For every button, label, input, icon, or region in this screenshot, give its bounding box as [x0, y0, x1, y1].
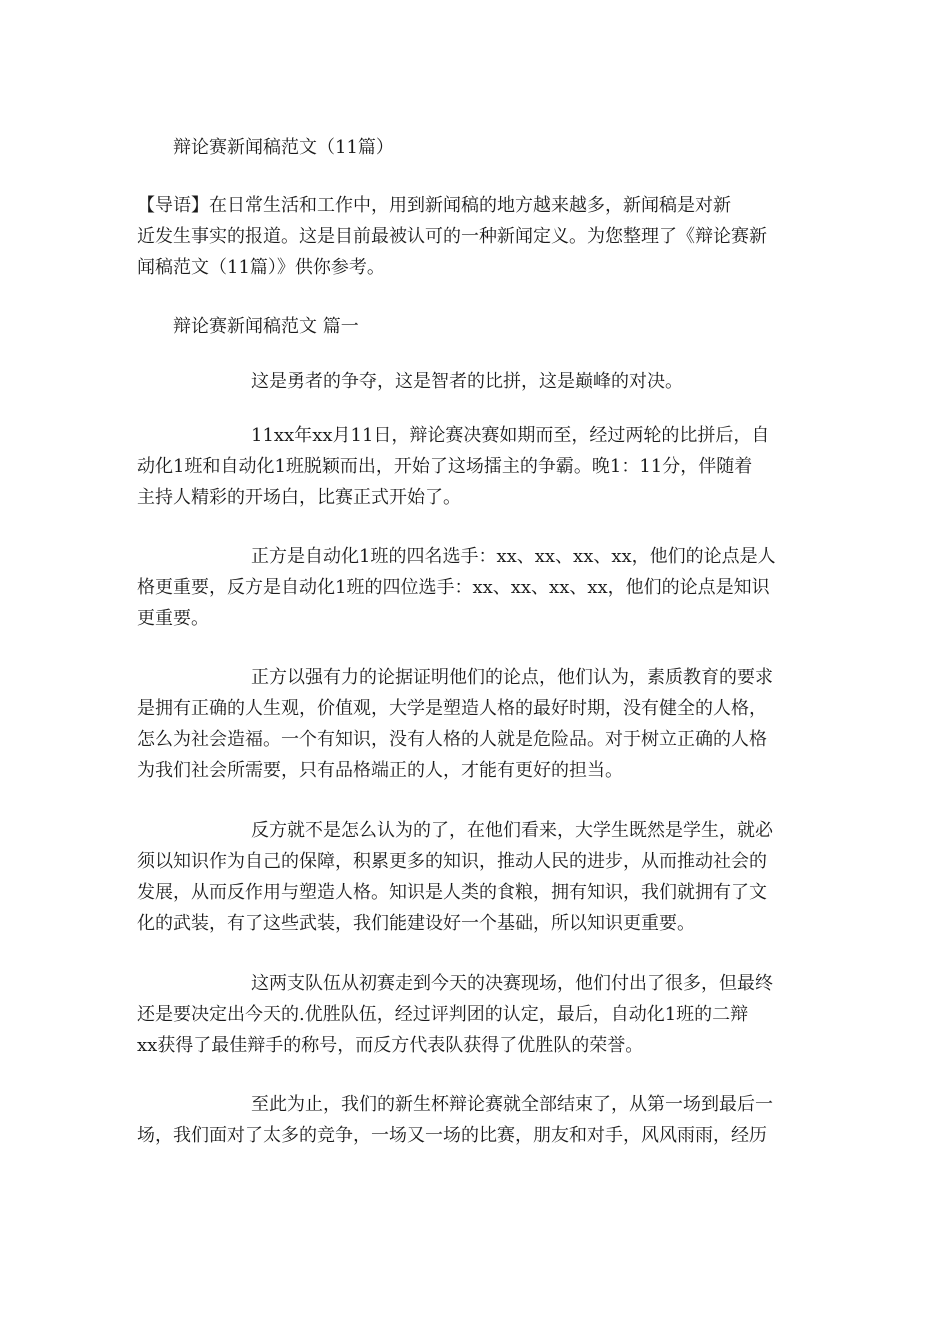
intro-paragraph: [137, 190, 817, 283]
paragraph-line: 这是勇者的争夺，这是智者的比拼，这是巅峰的对决。: [251, 371, 683, 392]
paragraph-line: 化的武装，有了这些武装，我们能建设好一个基础，所以知识更重要。: [137, 913, 695, 934]
paragraph-line: 反方就不是怎么认为的了，在他们看来，大学生既然是学生，就必: [251, 820, 773, 841]
paragraph-line: xx获得了最佳辩手的称号，而反方代表队获得了优胜队的荣誉。: [137, 1035, 644, 1056]
paragraph-line: 这两支队伍从初赛走到今天的决赛现场，他们付出了很多，但最终: [251, 973, 773, 994]
paragraph-line: 动化1班和自动化1班脱颖而出，开始了这场擂主的争霸。晚1：11分，伴随着: [137, 456, 753, 477]
paragraph-line: 11xx年xx月11日，辩论赛决赛如期而至，经过两轮的比拼后，自: [251, 425, 770, 446]
intro-line: 【导语】在日常生活和工作中，用到新闻稿的地方越来越多，新闻稿是对新: [137, 195, 731, 216]
intro-line: 闻稿范文（11篇）》供你参考。: [137, 257, 385, 278]
paragraph-line: 格更重要，反方是自动化1班的四位选手：xx、xx、xx、xx，他们的论点是知识: [137, 577, 770, 598]
intro-line: 近发生事实的报道。这是目前最被认可的一种新闻定义。为您整理了《辩论赛新: [137, 226, 767, 247]
section-heading: 辩论赛新闻稿范文 篇一: [173, 316, 359, 337]
paragraph-line: 主持人精彩的开场白，比赛正式开始了。: [137, 487, 461, 508]
body-paragraph: [137, 1089, 817, 1151]
body-paragraph: [137, 968, 817, 1061]
paragraph-line: 更重要。: [137, 608, 209, 629]
paragraph-line: 是拥有正确的人生观，价值观，大学是塑造人格的最好时期，没有健全的人格，: [137, 698, 767, 719]
paragraph-line: 怎么为社会造福。一个有知识，没有人格的人就是危险品。对于树立正确的人格: [137, 729, 767, 750]
paragraph-line: 须以知识作为自己的保障，积累更多的知识，推动人民的进步，从而推动社会的: [137, 851, 767, 872]
body-paragraph: [137, 662, 817, 786]
document-title: 辩论赛新闻稿范文（11篇）: [173, 137, 394, 158]
body-paragraph: [137, 366, 817, 397]
body-paragraph: [137, 420, 817, 513]
paragraph-line: 正方是自动化1班的四名选手：xx、xx、xx、xx，他们的论点是人: [251, 546, 776, 567]
paragraph-line: 至此为止，我们的新生杯辩论赛就全部结束了，从第一场到最后一: [251, 1094, 773, 1115]
paragraph-line: 正方以强有力的论据证明他们的论点，他们认为，素质教育的要求: [251, 667, 773, 688]
paragraph-line: 场，我们面对了太多的竞争，一场又一场的比赛，朋友和对手，风风雨雨，经历: [137, 1125, 767, 1146]
body-paragraph: [137, 541, 817, 634]
paragraph-line: 还是要决定出今天的.优胜队伍，经过评判团的认定，最后，自动化1班的二辩: [137, 1004, 749, 1025]
paragraph-line: 发展，从而反作用与塑造人格。知识是人类的食粮，拥有知识，我们就拥有了文: [137, 882, 767, 903]
body-paragraph: [137, 815, 817, 939]
paragraph-line: 为我们社会所需要，只有品格端正的人，才能有更好的担当。: [137, 760, 623, 781]
